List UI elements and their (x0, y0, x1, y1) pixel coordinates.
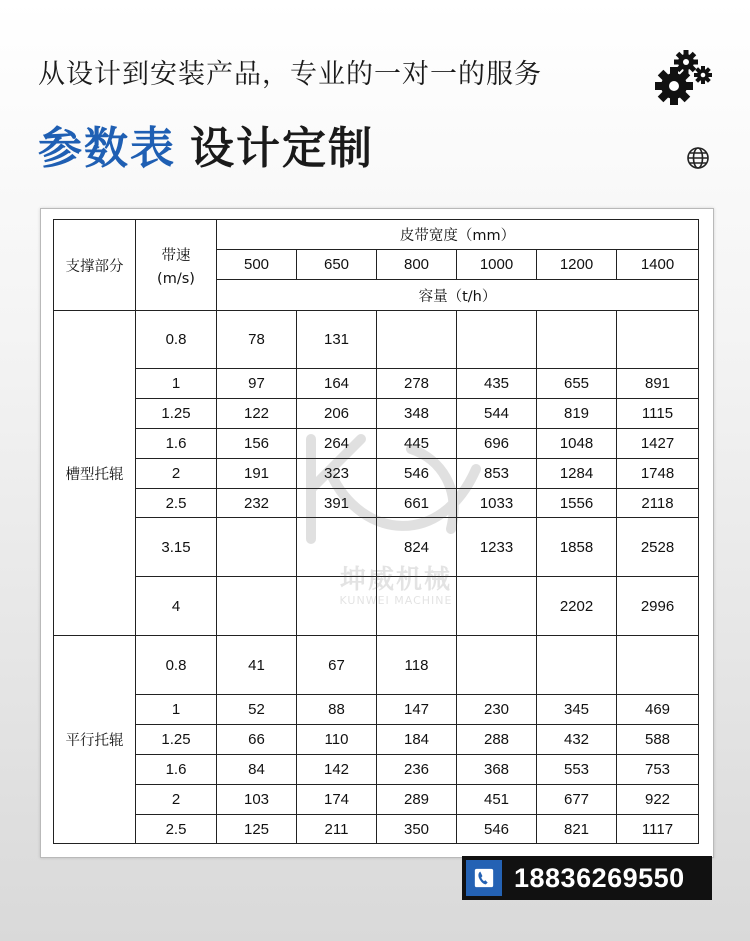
table-row (54, 489, 699, 518)
table-row (54, 755, 699, 785)
capacity-cell: 206 (297, 399, 377, 429)
width-header: 皮带宽度（mm） (217, 220, 699, 250)
capacity-cell: 191 (217, 459, 297, 489)
capacity-cell: 696 (457, 429, 537, 459)
capacity-cell: 118 (377, 636, 457, 695)
speed-cell: 1.25 (136, 725, 217, 755)
capacity-cell: 853 (457, 459, 537, 489)
capacity-cell: 41 (217, 636, 297, 695)
speed-cell: 1.6 (136, 755, 217, 785)
capacity-cell: 445 (377, 429, 457, 459)
capacity-cell: 1048 (537, 429, 617, 459)
watermark-brand-cn: 坤威机械 (339, 565, 452, 595)
phone-icon (466, 860, 502, 896)
capacity-cell: 824 (377, 518, 457, 577)
capacity-cell: 78 (217, 311, 297, 369)
capacity-cell: 553 (537, 755, 617, 785)
speed-cell: 3.15 (136, 518, 217, 577)
width-cell: 1000 (457, 250, 537, 280)
capacity-cell: 1117 (617, 815, 699, 844)
capacity-cell: 1284 (537, 459, 617, 489)
table-row (54, 459, 699, 489)
width-cell: 1200 (537, 250, 617, 280)
capacity-cell: 122 (217, 399, 297, 429)
speed-cell: 0.8 (136, 311, 217, 369)
capacity-cell: 323 (297, 459, 377, 489)
table-row (54, 311, 699, 369)
speed-label: 带速 (161, 247, 191, 264)
capacity-cell: 103 (217, 785, 297, 815)
watermark-brand-en: KUNWEI MACHINE (339, 594, 453, 607)
parameter-table (53, 219, 699, 844)
capacity-cell: 1233 (457, 518, 537, 577)
capacity-cell: 1115 (617, 399, 699, 429)
title-rest: 设计定制 (190, 123, 374, 174)
capacity-cell: 66 (217, 725, 297, 755)
support-header: 支撑部分 (54, 220, 136, 311)
title-highlight: 参数表 (38, 123, 176, 174)
speed-cell: 1 (136, 695, 217, 725)
capacity-cell: 142 (297, 755, 377, 785)
capacity-cell: 546 (377, 459, 457, 489)
speed-cell: 2 (136, 785, 217, 815)
table-row (54, 695, 699, 725)
speed-cell: 4 (136, 577, 217, 636)
capacity-cell: 819 (537, 399, 617, 429)
table-row (54, 725, 699, 755)
capacity-cell: 350 (377, 815, 457, 844)
table-row (54, 399, 699, 429)
capacity-cell (457, 311, 537, 369)
speed-unit: (m/s) (157, 270, 195, 287)
speed-cell: 0.8 (136, 636, 217, 695)
capacity-cell: 655 (537, 369, 617, 399)
capacity-cell (537, 311, 617, 369)
capacity-cell: 97 (217, 369, 297, 399)
capacity-cell (617, 636, 699, 695)
speed-header (136, 220, 217, 311)
speed-cell: 1.6 (136, 429, 217, 459)
capacity-cell (617, 311, 699, 369)
table-row (54, 577, 699, 636)
capacity-cell: 451 (457, 785, 537, 815)
page-title (38, 112, 374, 176)
group-name: 槽型托辊 (54, 311, 136, 636)
parameter-card (40, 208, 714, 858)
speed-cell: 2 (136, 459, 217, 489)
capacity-cell: 1033 (457, 489, 537, 518)
capacity-cell: 544 (457, 399, 537, 429)
capacity-cell: 821 (537, 815, 617, 844)
capacity-cell (297, 577, 377, 636)
group-name: 平行托辊 (54, 636, 136, 844)
capacity-cell: 2118 (617, 489, 699, 518)
capacity-cell: 432 (537, 725, 617, 755)
speed-cell: 1.25 (136, 399, 217, 429)
capacity-cell: 368 (457, 755, 537, 785)
capacity-cell: 174 (297, 785, 377, 815)
width-cell: 1400 (617, 250, 699, 280)
capacity-cell: 67 (297, 636, 377, 695)
capacity-cell (217, 518, 297, 577)
capacity-cell: 345 (537, 695, 617, 725)
slogan: 从设计到安装产品，专业的一对一的服务 (38, 59, 542, 90)
table-row (54, 785, 699, 815)
globe-icon (686, 146, 710, 170)
capacity-cell: 1748 (617, 459, 699, 489)
capacity-cell (377, 311, 457, 369)
capacity-cell: 469 (617, 695, 699, 725)
width-cell: 650 (297, 250, 377, 280)
capacity-cell: 435 (457, 369, 537, 399)
capacity-cell: 184 (377, 725, 457, 755)
capacity-cell (457, 636, 537, 695)
speed-cell: 1 (136, 369, 217, 399)
capacity-cell: 348 (377, 399, 457, 429)
capacity-cell: 110 (297, 725, 377, 755)
capacity-header: 容量（t/h） (217, 280, 699, 311)
capacity-cell (537, 636, 617, 695)
capacity-cell: 156 (217, 429, 297, 459)
capacity-cell: 264 (297, 429, 377, 459)
capacity-cell: 753 (617, 755, 699, 785)
capacity-cell: 2996 (617, 577, 699, 636)
capacity-cell: 278 (377, 369, 457, 399)
capacity-cell: 84 (217, 755, 297, 785)
table-row (54, 815, 699, 844)
capacity-cell: 164 (297, 369, 377, 399)
contact-bar[interactable] (462, 856, 712, 900)
capacity-cell: 1858 (537, 518, 617, 577)
capacity-cell: 677 (537, 785, 617, 815)
capacity-cell (377, 577, 457, 636)
width-cell: 500 (217, 250, 297, 280)
capacity-cell: 289 (377, 785, 457, 815)
capacity-cell: 230 (457, 695, 537, 725)
capacity-cell: 2202 (537, 577, 617, 636)
capacity-cell: 131 (297, 311, 377, 369)
capacity-cell: 52 (217, 695, 297, 725)
capacity-cell: 88 (297, 695, 377, 725)
capacity-cell: 211 (297, 815, 377, 844)
width-cell: 800 (377, 250, 457, 280)
capacity-cell: 922 (617, 785, 699, 815)
capacity-cell (457, 577, 537, 636)
table-row (54, 518, 699, 577)
capacity-cell (217, 577, 297, 636)
capacity-cell (297, 518, 377, 577)
table-row (54, 636, 699, 695)
speed-cell: 2.5 (136, 815, 217, 844)
capacity-cell: 661 (377, 489, 457, 518)
capacity-cell: 236 (377, 755, 457, 785)
capacity-cell: 1556 (537, 489, 617, 518)
capacity-cell: 546 (457, 815, 537, 844)
phone-number[interactable]: 18836269550 (514, 862, 685, 893)
capacity-cell: 288 (457, 725, 537, 755)
gears-icon (652, 48, 714, 110)
capacity-cell: 2528 (617, 518, 699, 577)
capacity-cell: 147 (377, 695, 457, 725)
speed-cell: 2.5 (136, 489, 217, 518)
capacity-cell: 588 (617, 725, 699, 755)
capacity-cell: 1427 (617, 429, 699, 459)
capacity-cell: 891 (617, 369, 699, 399)
table-row (54, 369, 699, 399)
capacity-cell: 125 (217, 815, 297, 844)
capacity-cell: 232 (217, 489, 297, 518)
capacity-cell: 391 (297, 489, 377, 518)
table-row (54, 429, 699, 459)
